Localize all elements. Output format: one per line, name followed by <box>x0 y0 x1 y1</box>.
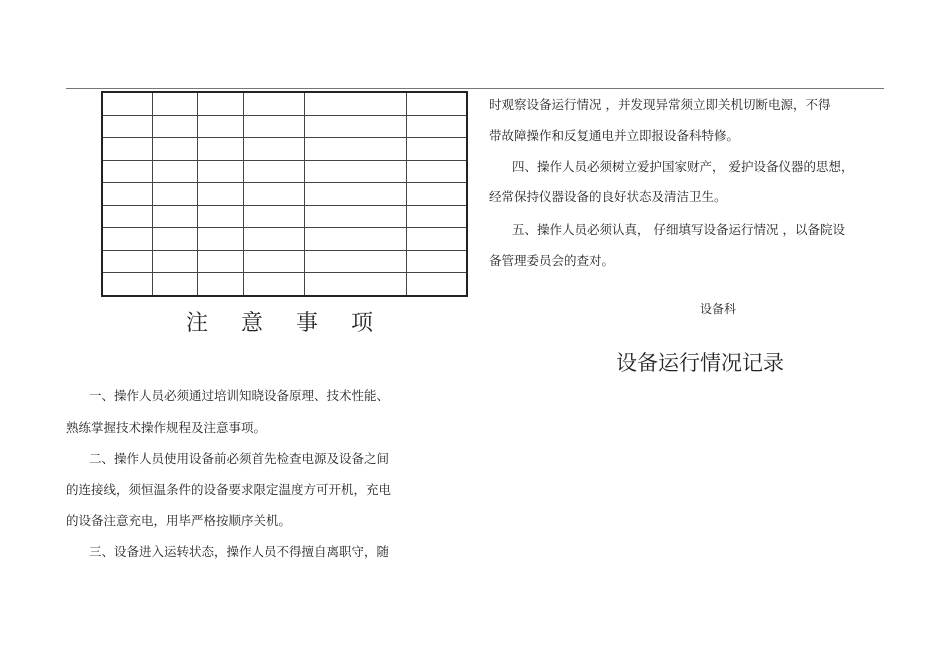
table-cell <box>466 183 467 206</box>
table-cell <box>152 160 197 183</box>
table-cell <box>152 273 197 296</box>
notice-title: 注 意 事 项 <box>186 311 386 336</box>
table-cell <box>197 115 243 138</box>
table-row <box>102 273 467 296</box>
table-cell <box>152 115 197 138</box>
left-line-5: 的设备注意充电，用毕严格按顺序关机。 <box>66 513 292 528</box>
table-cell <box>466 92 467 115</box>
table-cell <box>466 273 467 296</box>
table-cell <box>197 273 243 296</box>
table-cell <box>304 250 406 273</box>
table-cell <box>243 273 304 296</box>
table-cell <box>406 273 466 296</box>
table-cell <box>152 92 197 115</box>
record-title: 设备运行情况记录 <box>616 351 784 375</box>
table-cell <box>304 160 406 183</box>
left-line-6: 三、设备进入运转状态，操作人员不得擅自离职守，随 <box>89 544 390 559</box>
table-cell <box>102 115 152 138</box>
table-cell <box>304 205 406 228</box>
table-cell <box>243 183 304 206</box>
right-line-6: 备管理委员会的查对。 <box>489 253 615 268</box>
table-cell <box>152 205 197 228</box>
record-grid-table <box>101 91 468 297</box>
table-row <box>102 115 467 138</box>
table-cell <box>243 250 304 273</box>
table-cell <box>466 250 467 273</box>
table-cell <box>304 273 406 296</box>
table-cell <box>304 183 406 206</box>
table-cell <box>466 115 467 138</box>
table-cell <box>406 92 466 115</box>
table-cell <box>102 183 152 206</box>
table-cell <box>197 160 243 183</box>
table-cell <box>243 138 304 161</box>
table-cell <box>197 92 243 115</box>
table-cell <box>102 273 152 296</box>
table-cell <box>243 92 304 115</box>
table-cell <box>102 138 152 161</box>
table-cell <box>102 160 152 183</box>
right-line-5: 五、操作人员必须认真， 仔细填写设备运行情况 ，以备院设 <box>512 222 845 237</box>
table-cell <box>102 92 152 115</box>
table-cell <box>466 228 467 251</box>
right-line-2: 带故障操作和反复通电并立即报设备科特修。 <box>489 128 740 143</box>
top-rule <box>66 88 884 89</box>
right-line-3: 四、操作人员必须树立爱护国家财产， 爱护设备仪器的思想， <box>512 159 854 174</box>
table-row <box>102 250 467 273</box>
table-cell <box>406 250 466 273</box>
table-cell <box>406 183 466 206</box>
table-cell <box>243 115 304 138</box>
table-row <box>102 205 467 228</box>
table-cell <box>304 115 406 138</box>
table-cell <box>304 138 406 161</box>
department-label: 设备科 <box>700 302 737 316</box>
table-row <box>102 183 467 206</box>
table-cell <box>243 228 304 251</box>
table-cell <box>197 138 243 161</box>
table-cell <box>466 205 467 228</box>
table-cell <box>406 160 466 183</box>
left-line-1: 一、操作人员必须通过培训知晓设备原理、技术性能、 <box>89 388 390 403</box>
table-cell <box>304 92 406 115</box>
table-cell <box>197 183 243 206</box>
right-line-1: 时观察设备运行情况 ，并发现异常须立即关机切断电源，不得 <box>489 97 831 112</box>
table-row <box>102 92 467 115</box>
table-cell <box>406 115 466 138</box>
table-cell <box>102 250 152 273</box>
table-cell <box>152 183 197 206</box>
table-cell <box>304 228 406 251</box>
table-cell <box>152 250 197 273</box>
table-cell <box>197 228 243 251</box>
table-cell <box>102 205 152 228</box>
table-cell <box>197 250 243 273</box>
table-cell <box>197 205 243 228</box>
table-cell <box>406 205 466 228</box>
table-cell <box>152 138 197 161</box>
left-line-3: 二、操作人员使用设备前必须首先检查电源及设备之间 <box>89 451 390 466</box>
table-cell <box>243 160 304 183</box>
left-line-4: 的连接线，须恒温条件的设备要求限定温度方可开机，充电 <box>66 482 392 497</box>
table-cell <box>102 228 152 251</box>
table-cell <box>466 160 467 183</box>
left-line-2: 熟练掌握技术操作规程及注意事项。 <box>66 420 267 435</box>
table-cell <box>152 228 197 251</box>
table-cell <box>466 138 467 161</box>
table-row <box>102 160 467 183</box>
table-row <box>102 228 467 251</box>
table-cell <box>406 138 466 161</box>
right-line-4: 经常保持仪器设备的良好状态及清洁卫生。 <box>489 189 727 204</box>
table-cell <box>406 228 466 251</box>
table-row <box>102 138 467 161</box>
table-cell <box>243 205 304 228</box>
